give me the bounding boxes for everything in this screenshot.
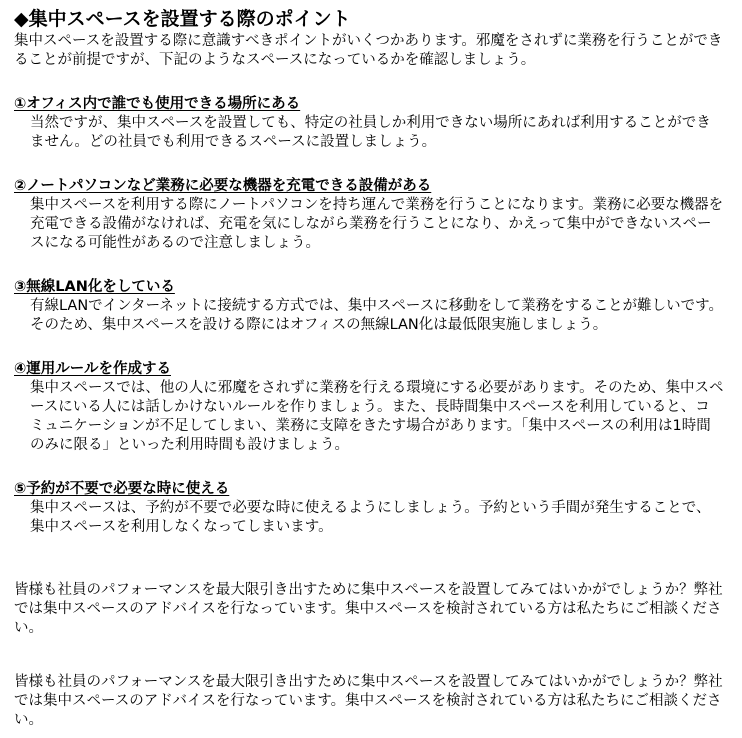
point-item <box>14 360 724 455</box>
article-title: ◆集中スペースを設置する際のポイント <box>14 8 351 30</box>
closing-paragraph: 皆様も社員のパフォーマンスを最大限引き出すために集中スペースを設置してみてはいかがでしょうか？弊社では集中スペースのアドバイスを行なっています。集中スペースを検討されている方は私たちにご相談ください。 <box>14 582 723 636</box>
intro-paragraph: 集中スペースを設置する際に意識すべきポイントがいくつかあります。邪魔をされずに業務を行うことができることが前提ですが、下記のようなスペースになっているかを確認しましょう。 <box>14 33 723 68</box>
point-item <box>14 177 724 253</box>
point-heading: ①オフィス内で誰でも使用できる場所にある <box>14 96 301 112</box>
point-heading: ⑤予約が不要で必要な時に使える <box>14 481 230 497</box>
point-body: 当然ですが、集中スペースを設置しても、特定の社員しか利用できない場所にあれば利用することができません。どの社員でも利用できるスペースに設置しましょう。 <box>30 115 711 150</box>
point-body: 有線LANでインターネットに接続する方式では、集中スペースに移動をして業務をすることが難しいです。そのため、集中スペースを設ける際にはオフィスの無線LAN化は最低限実施しましょう。 <box>30 298 723 333</box>
closing-paragraph: 皆様も社員のパフォーマンスを最大限引き出すために集中スペースを設置してみてはいかがでしょうか？弊社では集中スペースのアドバイスを行なっています。集中スペースを検討されている方は私たちにご相談ください。 <box>14 674 723 728</box>
point-item <box>14 278 724 335</box>
point-heading: ③無線LAN化をしている <box>14 279 175 295</box>
point-body: 集中スペースは、予約が不要で必要な時に使えるようにしましょう。予約という手間が発生することで、集中スペースを利用しなくなってしまいます。 <box>30 500 711 535</box>
point-heading: ②ノートパソコンなど業務に必要な機器を充電できる設備がある <box>14 178 432 194</box>
point-item <box>14 480 724 537</box>
point-body: 集中スペースを利用する際にノートパソコンを持ち運んで業務を行うことになります。業務に必要な機器を充電できる設備がなければ、充電を気にしながら業務を行うことになり、かえって集中ができないスペースになる可能性があるので注意しましょう。 <box>30 197 724 251</box>
point-heading: ④運用ルールを作成する <box>14 361 171 377</box>
point-body: 集中スペースでは、他の人に邪魔をされずに業務を行える環境にする必要があります。そのため、集中スペースにいる人には話しかけないルールを作りましょう。また、長時間集中スペースを利用していると、コミュニケーションが不足してしまい、業務に支障をきたす場合があります。「集中スペースの利用は1時間のみに限る」といった利用時間も設けましょう。 <box>30 380 724 453</box>
point-item <box>14 95 724 152</box>
